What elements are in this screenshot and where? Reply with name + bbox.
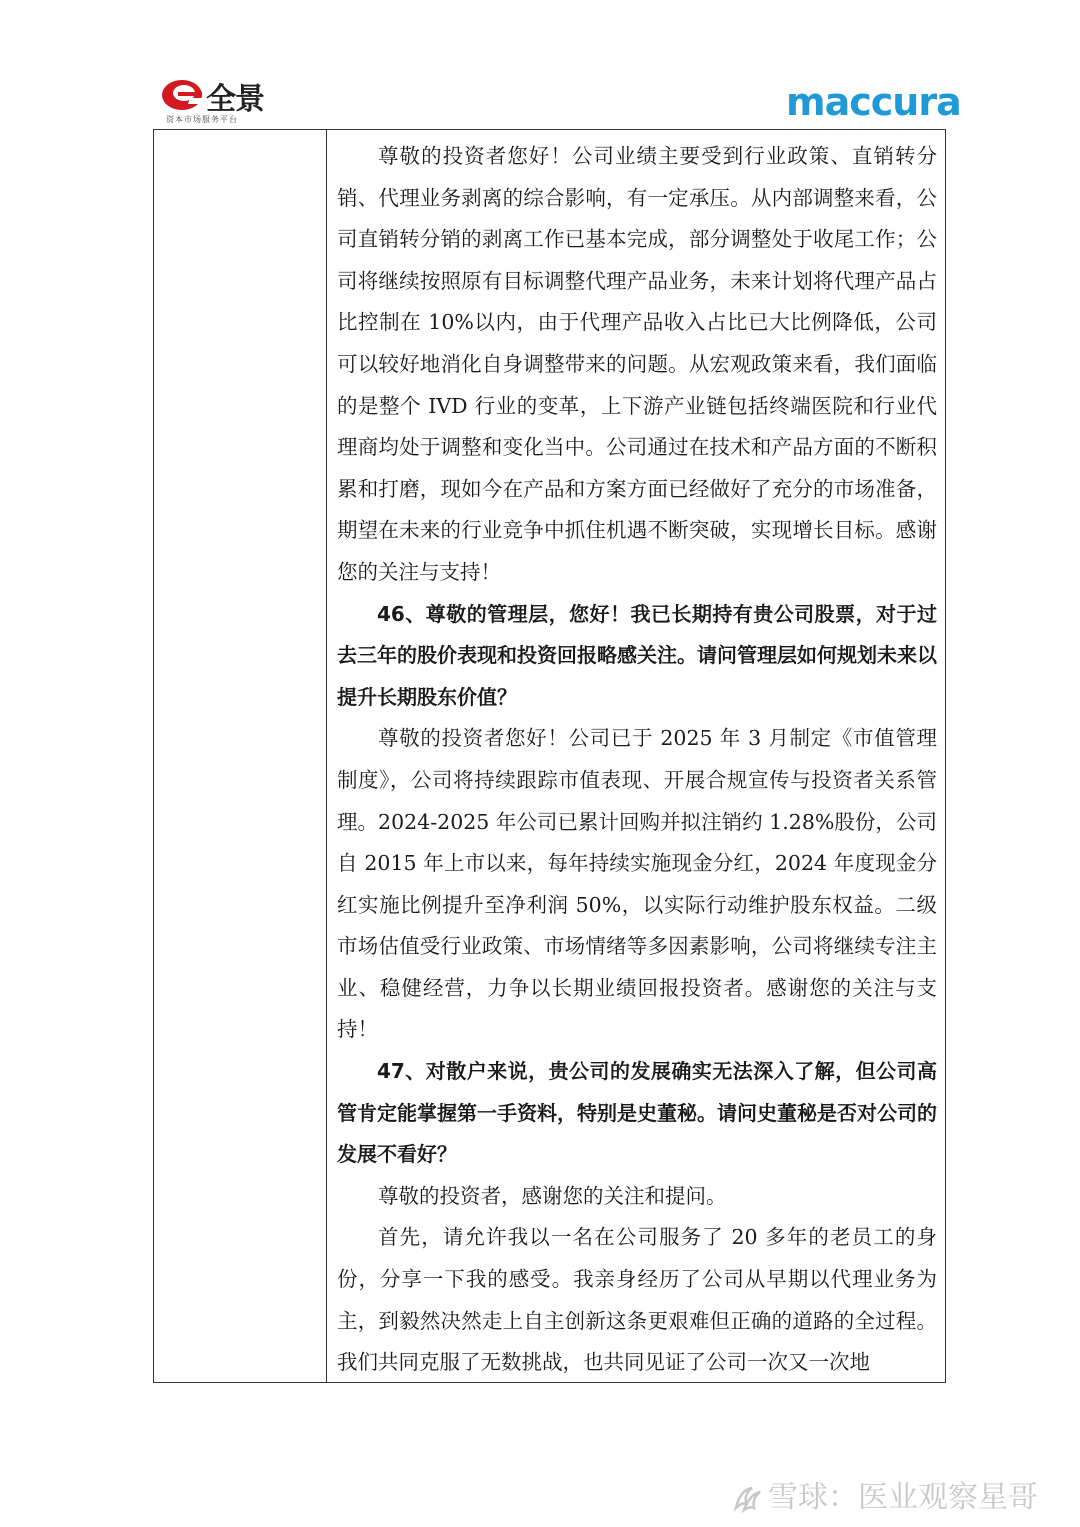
qa-table xyxy=(153,129,946,1383)
quanjing-emblem-icon xyxy=(160,78,204,112)
xueqiu-logo-icon xyxy=(730,1482,764,1516)
answer-paragraph: 尊敬的投资者，感谢您的关注和提问。 xyxy=(378,1183,727,1208)
answer-paragraph: 尊敬的投资者您好！公司业绩主要受到行业政策、直销转分销、代理业务剥离的综合影响，有一定承压。从内部调整来看，公司直销转分销的剥离工作已基本完成，部分调整处于收尾工作；公司将继续按照原有目标调整代理产品业务，未来计划将代理产品占比控制在 10%以内，由于代理产品收入占比已大比例降低，公司可以较好地消化自身调整带来的问题。从宏观政策来看，我们面临的是整个 IVD 行业的变革，上下游产业链包括终端医院和行业代理商均处于调整和变化当中。公司通过在技术和产品方面的不断积累和打磨，现如今在产品和方案方面已经做好了充分的市场准备，期望在未来的行业竞争中抓住机遇不断突破，实现增长目标。感谢您的关注与支持！ xyxy=(337,144,937,584)
xueqiu-watermark xyxy=(730,1472,1038,1516)
question-paragraph: 46、尊敬的管理层，您好！我已长期持有贵公司股票，对于过去三年的股价表现和投资回报略感关注。请问管理层如何规划未来以提升长期股东价值？ xyxy=(337,601,937,709)
table-content-cell xyxy=(337,136,937,1384)
answer-paragraph: 尊敬的投资者您好！公司已于 2025 年 3 月制定《市值管理制度》，公司将持续跟踪市值表现、开展合规宣传与投资者关系管理。2024-2025 年公司已累计回购并拟注销约 1.28%股份，公司自 2015 年上市以来，每年持续实施现金分红，2024 年度现金分红实施比例提升至净利润 50%，以实际行动维护股东权益。二级市场估值受行业政策、市场情绪等多因素影响，公司将继续专注主业、稳健经营，力争以长期业绩回报投资者。感谢您的关注与支持！ xyxy=(337,726,937,1042)
quanjing-logo xyxy=(160,74,280,130)
question-paragraph: 47、对散户来说，贵公司的发展确实无法深入了解，但公司高管肯定能掌握第一手资料，特别是史董秘。请问史董秘是否对公司的发展不看好？ xyxy=(337,1059,937,1167)
answer-paragraph: 首先，请允许我以一名在公司服务了 20 多年的老员工的身份，分享一下我的感受。我亲身经历了公司从早期以代理业务为主，到毅然决然走上自主创新这条更艰难但正确的道路的全过程。我们共同克服了无数挑战，也共同见证了公司一次又一次地 xyxy=(337,1225,937,1375)
quanjing-brand: 全景 xyxy=(206,82,264,117)
quanjing-tagline: 资本市场服务平台 xyxy=(166,115,238,124)
maccura-logo: maccura xyxy=(786,80,961,124)
table-left-column xyxy=(154,130,327,1382)
watermark-text: 雪球：医业观察星哥 xyxy=(768,1480,1038,1515)
